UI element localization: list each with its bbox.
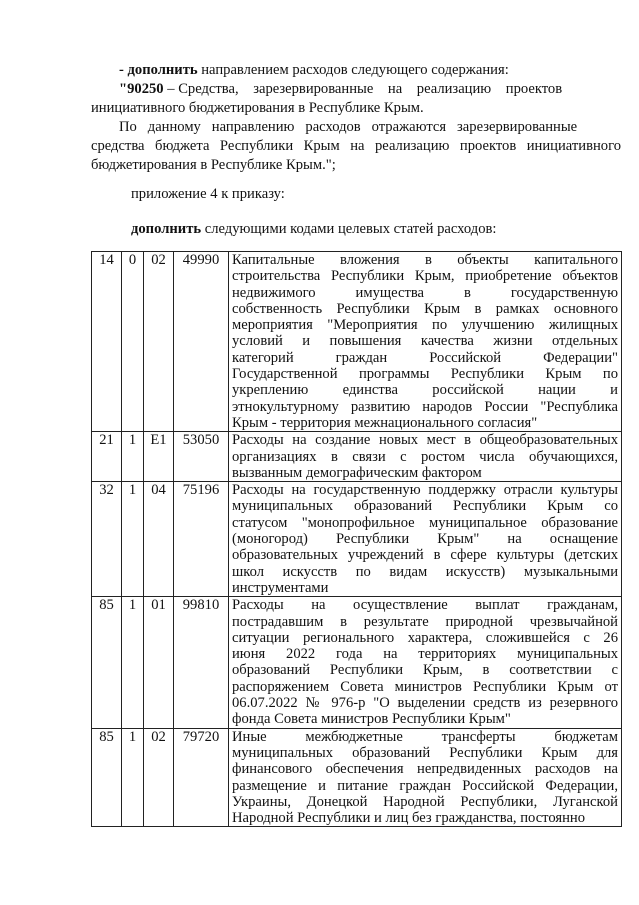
description-line: статусом "монопрофильное муниципальное образование: [232, 514, 618, 531]
direction-code-cell: 75196: [174, 482, 229, 597]
description-line: категорий граждан Российской Федерации": [232, 349, 618, 366]
section-code-cell: 85: [92, 597, 122, 728]
intro-line-1: - дополнить направлением расходов следующего содержания:: [119, 62, 509, 78]
table-row: [92, 432, 622, 482]
program-type-cell: 1: [122, 432, 144, 482]
description-line: Расходы на осуществление выплат гражданам,: [232, 597, 618, 614]
subprogram-code-cell: 04: [144, 482, 174, 597]
description-line: этнокультурному развитию народов России "Республика: [232, 398, 618, 415]
description-line: муниципальных образований Республики Крым со: [232, 498, 618, 515]
direction-code-cell: 99810: [174, 597, 229, 728]
description-line: мероприятия "Мероприятия по улучшению жилищных: [232, 317, 618, 334]
intro-line-6: бюджетирования в Республике Крым.";: [91, 157, 336, 173]
appendix-reference: приложение 4 к приказу:: [131, 186, 285, 202]
subprogram-code-cell: 01: [144, 597, 174, 728]
program-type-cell: 1: [122, 482, 144, 597]
description-line: распоряжением Совета министров Республики Крым от: [232, 678, 618, 695]
subprogram-code-cell: 02: [144, 252, 174, 432]
description-line: укреплению единства российской нации и: [232, 382, 618, 399]
description-line: инструментами: [232, 579, 329, 596]
description-line: образований Республики Крым, в соответствии с: [232, 662, 618, 679]
description-line: образовательных учреждений в сфере культуры (детских: [232, 547, 618, 564]
section-code-cell: 14: [92, 252, 122, 432]
description-cell: [229, 432, 622, 482]
intro-line-3: инициативного бюджетирования в Республике Крым.: [91, 100, 424, 116]
description-line: Украины, Донецкой Народной Республики, Луганской: [232, 793, 618, 810]
section-code-cell: 21: [92, 432, 122, 482]
description-cell: [229, 252, 622, 432]
table-row: [92, 252, 622, 432]
description-line: Расходы на создание новых мест в общеобразовательных: [232, 432, 618, 449]
description-line: (моногород) Республики Крым" на оснащение: [232, 531, 618, 548]
description-cell: [229, 597, 622, 728]
program-type-cell: 0: [122, 252, 144, 432]
description-line: июня 2022 года на территориях муниципальных: [232, 646, 618, 663]
description-line: Крым - территория межнационального согласия": [232, 414, 538, 431]
section-code-cell: 32: [92, 482, 122, 597]
direction-code-cell: 53050: [174, 432, 229, 482]
description-line: недвижимого имущества в государственную: [232, 284, 618, 301]
intro-line-5: средства бюджета Республики Крым на реализацию проектов инициативного: [91, 138, 621, 154]
description-line: условий и повышения качества жизни отдельных: [232, 333, 618, 350]
description-line: муниципальных образований Республики Крым для: [232, 744, 618, 761]
description-line: строительства Республики Крым, приобретение объектов: [232, 268, 618, 285]
description-cell: [229, 728, 622, 827]
intro-line-2: "90250 – Средства, зарезервированные на реализацию проектов: [119, 81, 563, 97]
target-codes-table: [91, 251, 622, 827]
program-type-cell: 1: [122, 728, 144, 827]
description-line: вызванным демографическим фактором: [232, 464, 482, 481]
description-line: ситуации регионального характера, сложившейся с 26: [232, 629, 618, 646]
section-code-cell: 85: [92, 728, 122, 827]
description-line: школ искусств по видам искусств) музыкальными: [232, 563, 618, 580]
description-line: собственность Республики Крым в рамках основного: [232, 300, 618, 317]
description-line: Государственной программы Республики Крым по: [232, 366, 618, 383]
subprogram-code-cell: Е1: [144, 432, 174, 482]
description-line: финансового обеспечения непредвиденных расходов на: [232, 761, 618, 778]
table-row: [92, 728, 622, 827]
intro-line-4: По данному направлению расходов отражаются зарезервированные: [119, 119, 578, 135]
table-row: [92, 597, 622, 728]
table-intro: дополнить следующими кодами целевых статей расходов:: [131, 221, 497, 237]
subprogram-code-cell: 02: [144, 728, 174, 827]
description-line: пострадавшим в результате природной чрезвычайной: [232, 613, 618, 630]
description-line: Народной Республики и лиц без гражданства, постоянно: [232, 810, 586, 827]
description-line: организациях в связи с ростом числа обучающихся,: [232, 448, 618, 465]
description-cell: [229, 482, 622, 597]
description-line: Капитальные вложения в объекты капитального: [232, 252, 618, 268]
description-line: Расходы на государственную поддержку отрасли культуры: [232, 482, 618, 499]
direction-code-cell: 49990: [174, 252, 229, 432]
description-line: Иные межбюджетные трансферты бюджетам: [232, 728, 618, 745]
description-line: размещение и питание граждан Российской Федерации,: [232, 777, 618, 794]
description-line: фонда Совета министров Республики Крым": [232, 711, 511, 728]
table-row: [92, 482, 622, 597]
direction-code-cell: 79720: [174, 728, 229, 827]
description-line: 06.07.2022 № 976-р "О выделении средств из резервного: [232, 695, 618, 712]
program-type-cell: 1: [122, 597, 144, 728]
